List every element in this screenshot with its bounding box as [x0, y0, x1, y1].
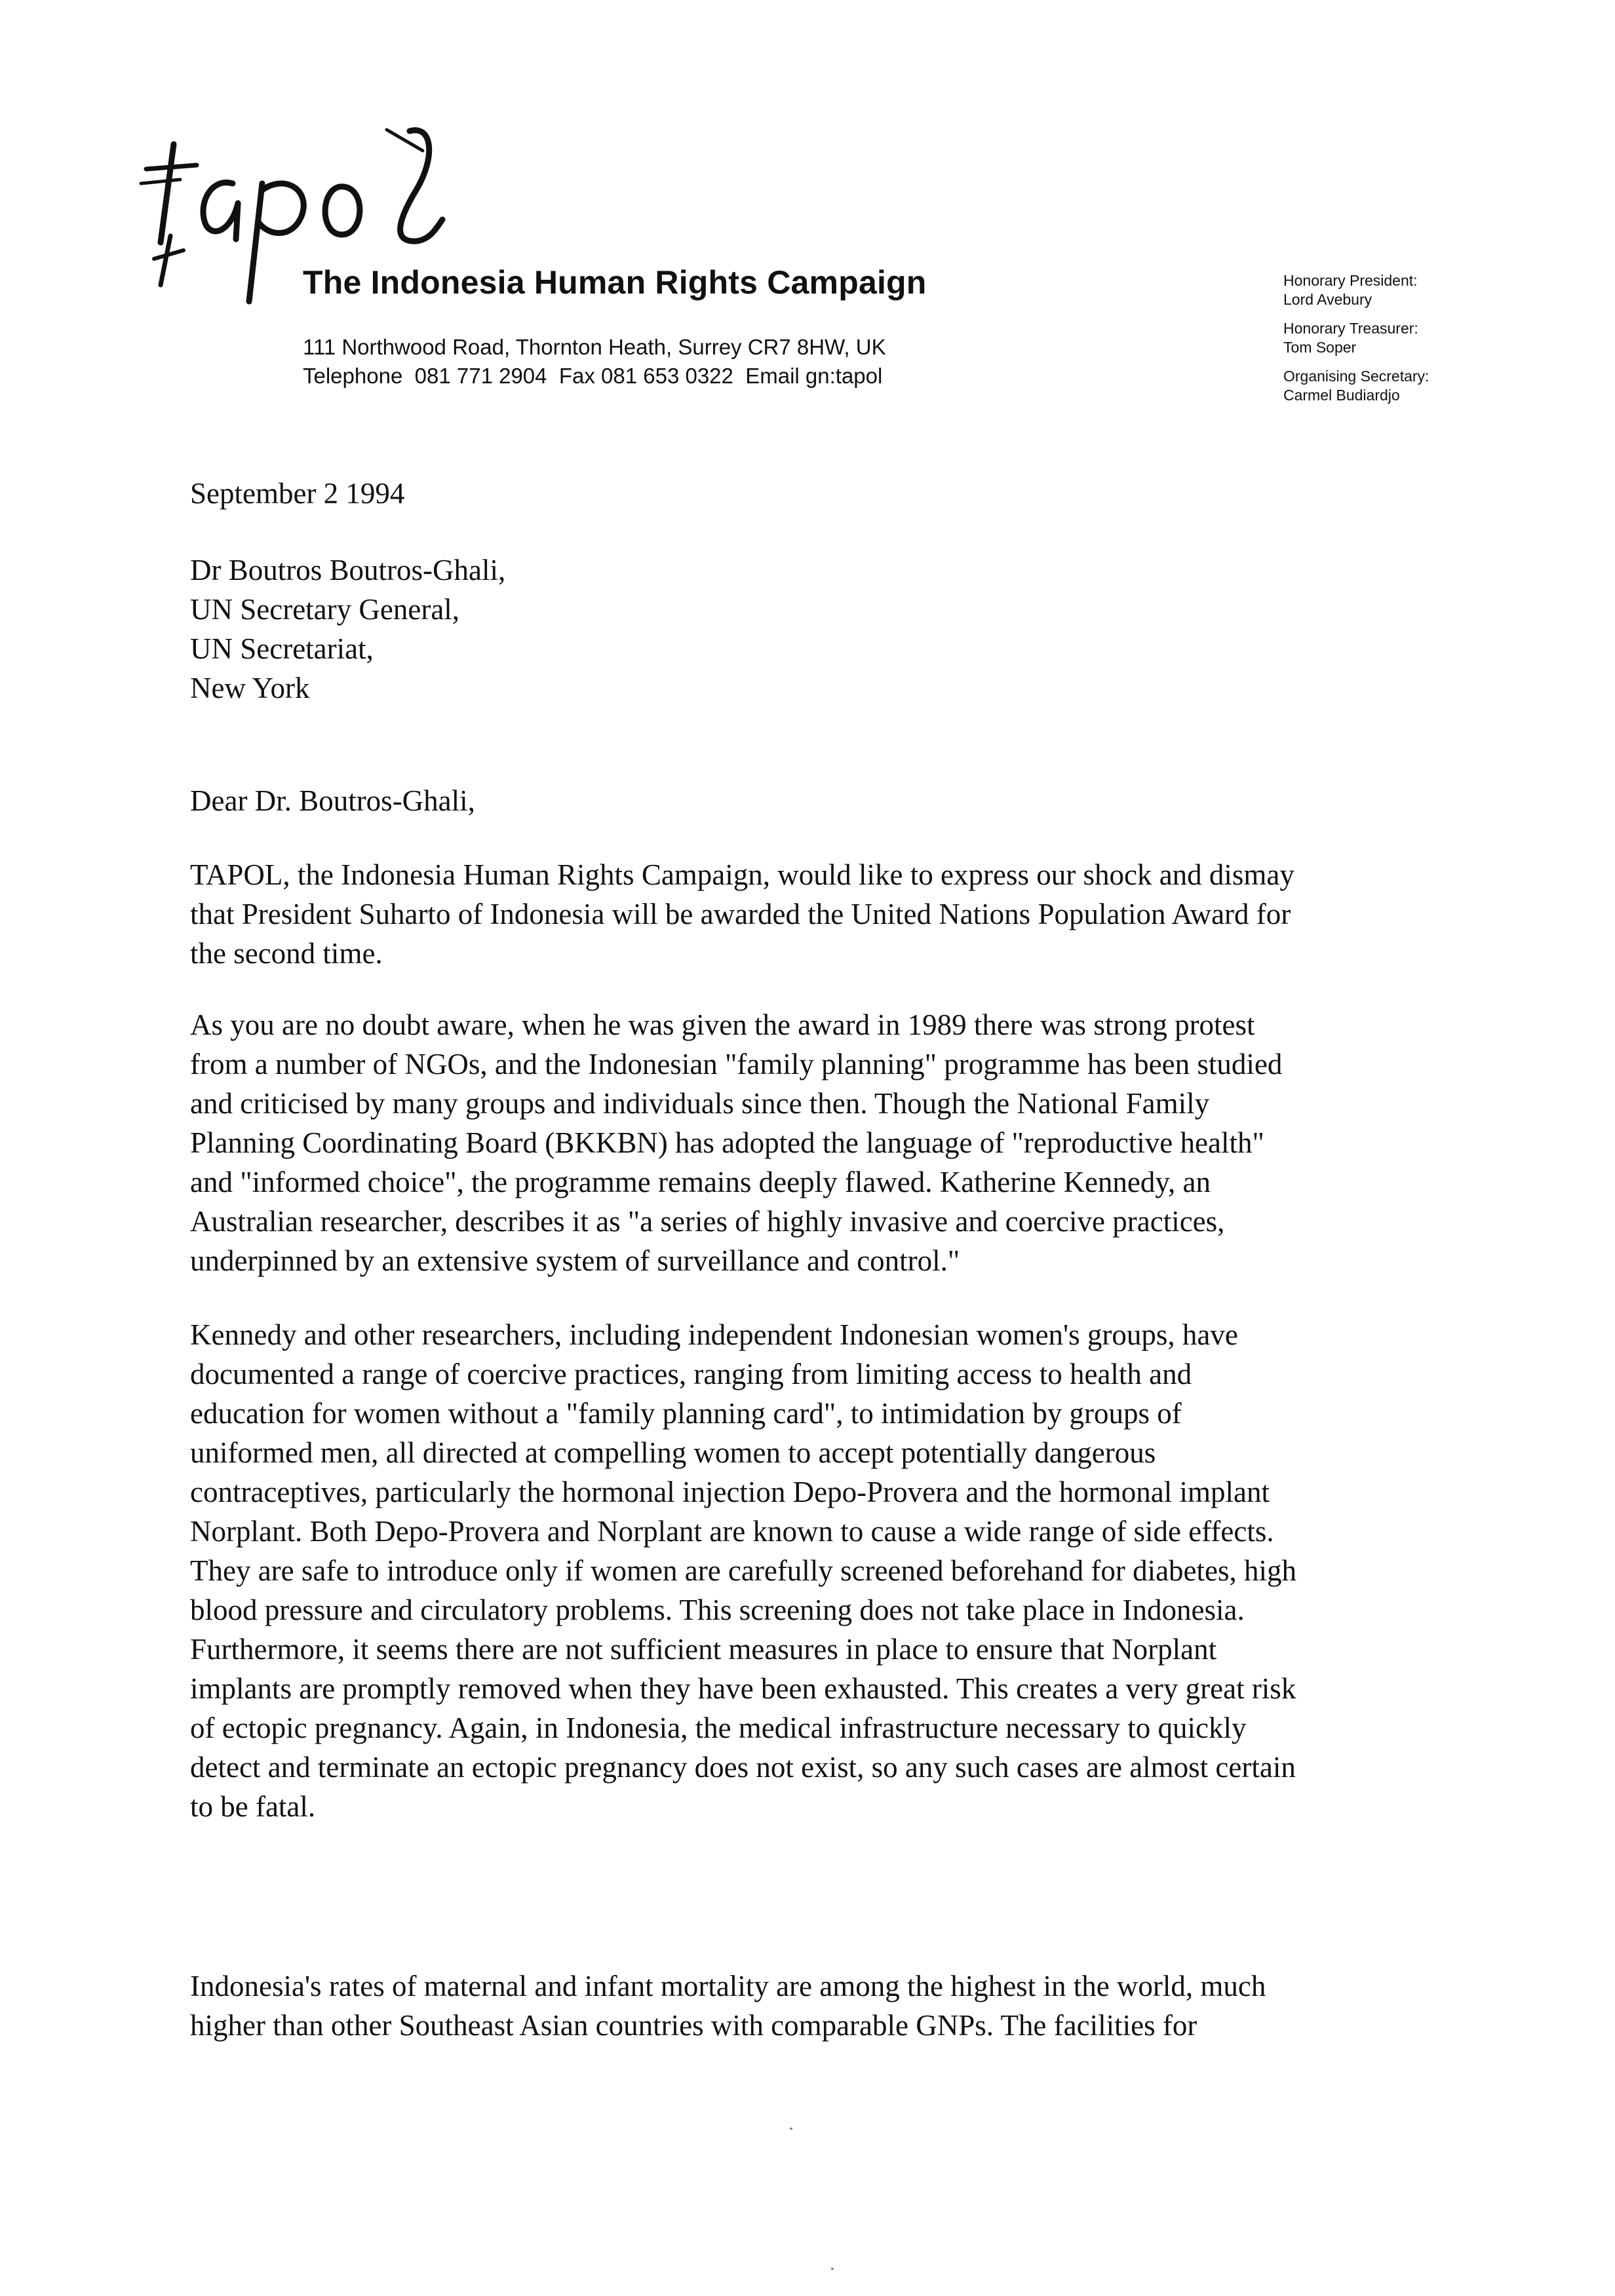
officer-name: Lord Avebury — [1283, 291, 1372, 308]
paragraph-2 — [190, 1005, 1488, 1280]
text-line: Australian researcher, describes it as "a series of highly invasive and coercive practices, — [190, 1205, 1225, 1238]
officer-secretary — [1283, 367, 1429, 405]
text-line: and "informed choice", the programme remains deeply flawed. Katherine Kennedy, an — [190, 1166, 1211, 1198]
text-line: from a number of NGOs, and the Indonesian "family planning" programme has been studied — [190, 1048, 1283, 1081]
text-line: contraceptives, particularly the hormonal injection Depo-Provera and the hormonal implant — [190, 1476, 1270, 1508]
text-line: Planning Coordinating Board (BKKBN) has adopted the language of "reproductive health" — [190, 1126, 1264, 1159]
text-line: underpinned by an extensive system of surveillance and control." — [190, 1244, 960, 1277]
paragraph-1 — [190, 855, 1488, 973]
officer-name: Tom Soper — [1283, 339, 1357, 356]
text-line: that President Suharto of Indonesia will be awarded the United Nations Population Award for — [190, 898, 1291, 930]
text-line: education for women without a "family planning card", to intimidation by groups of — [190, 1397, 1182, 1430]
text-line: Furthermore, it seems there are not sufficient measures in place to ensure that Norplant — [190, 1633, 1217, 1666]
text-line: Norplant. Both Depo-Provera and Norplant are known to cause a wide range of side effects. — [190, 1515, 1274, 1548]
text-line: blood pressure and circulatory problems. This screening does not take place in Indonesia. — [190, 1594, 1245, 1626]
text-line: and criticised by many groups and individuals since then. Though the National Family — [190, 1087, 1210, 1120]
recipient-line: UN Secretary General, — [190, 593, 460, 626]
recipient-line: Dr Boutros Boutros-Ghali, — [190, 554, 506, 586]
text-line: As you are no doubt aware, when he was given the award in 1989 there was strong protest — [190, 1008, 1255, 1041]
paragraph-3 — [190, 1315, 1488, 1826]
recipient-line: UN Secretariat, — [190, 632, 374, 665]
text-line: TAPOL, the Indonesia Human Rights Campaign, would like to express our shock and dismay — [190, 858, 1294, 891]
text-line: They are safe to introduce only if women are carefully screened beforehand for diabetes, high — [190, 1554, 1297, 1587]
officer-role: Organising Secretary: — [1283, 368, 1430, 385]
text-line: uniformed men, all directed at compelling women to accept potentially dangerous — [190, 1436, 1156, 1469]
officer-president — [1283, 271, 1429, 309]
paragraph-4 — [190, 1966, 1488, 2045]
text-line: of ectopic pregnancy. Again, in Indonesia, the medical infrastructure necessary to quickly — [190, 1712, 1247, 1744]
text-line: documented a range of coercive practices, ranging from limiting access to health and — [190, 1358, 1192, 1390]
officers-list — [1283, 271, 1429, 415]
letter-date: September 2 1994 — [190, 477, 405, 510]
text-line: implants are promptly removed when they have been exhausted. This creates a very great risk — [190, 1672, 1296, 1705]
organization-name: The Indonesia Human Rights Campaign — [303, 264, 927, 301]
text-line: Kennedy and other researchers, including independent Indonesian women's groups, have — [190, 1318, 1238, 1351]
text-line: to be fatal. — [190, 1790, 316, 1823]
contact-block — [303, 333, 886, 391]
recipient-address — [190, 550, 505, 708]
recipient-line: New York — [190, 672, 310, 704]
scan-speck — [831, 2268, 834, 2270]
text-line: the second time. — [190, 937, 383, 970]
officer-role: Honorary Treasurer: — [1283, 320, 1418, 337]
postal-address: 111 Northwood Road, Thornton Heath, Surrey CR7 8HW, UK — [303, 335, 886, 359]
text-line: Indonesia's rates of maternal and infant mortality are among the highest in the world, much — [190, 1970, 1266, 2002]
phone-fax-email: Telephone 081 771 2904 Fax 081 653 0322 Email gn:tapol — [303, 364, 883, 388]
text-line: higher than other Southeast Asian countries with comparable GNPs. The facilities for — [190, 2009, 1197, 2042]
scan-speck — [790, 2128, 792, 2130]
salutation: Dear Dr. Boutros-Ghali, — [190, 784, 475, 817]
text-line: detect and terminate an ectopic pregnancy does not exist, so any such cases are almost certain — [190, 1751, 1296, 1784]
officer-treasurer — [1283, 319, 1429, 357]
officer-name: Carmel Budiardjo — [1283, 387, 1400, 404]
officer-role: Honorary President: — [1283, 272, 1418, 289]
